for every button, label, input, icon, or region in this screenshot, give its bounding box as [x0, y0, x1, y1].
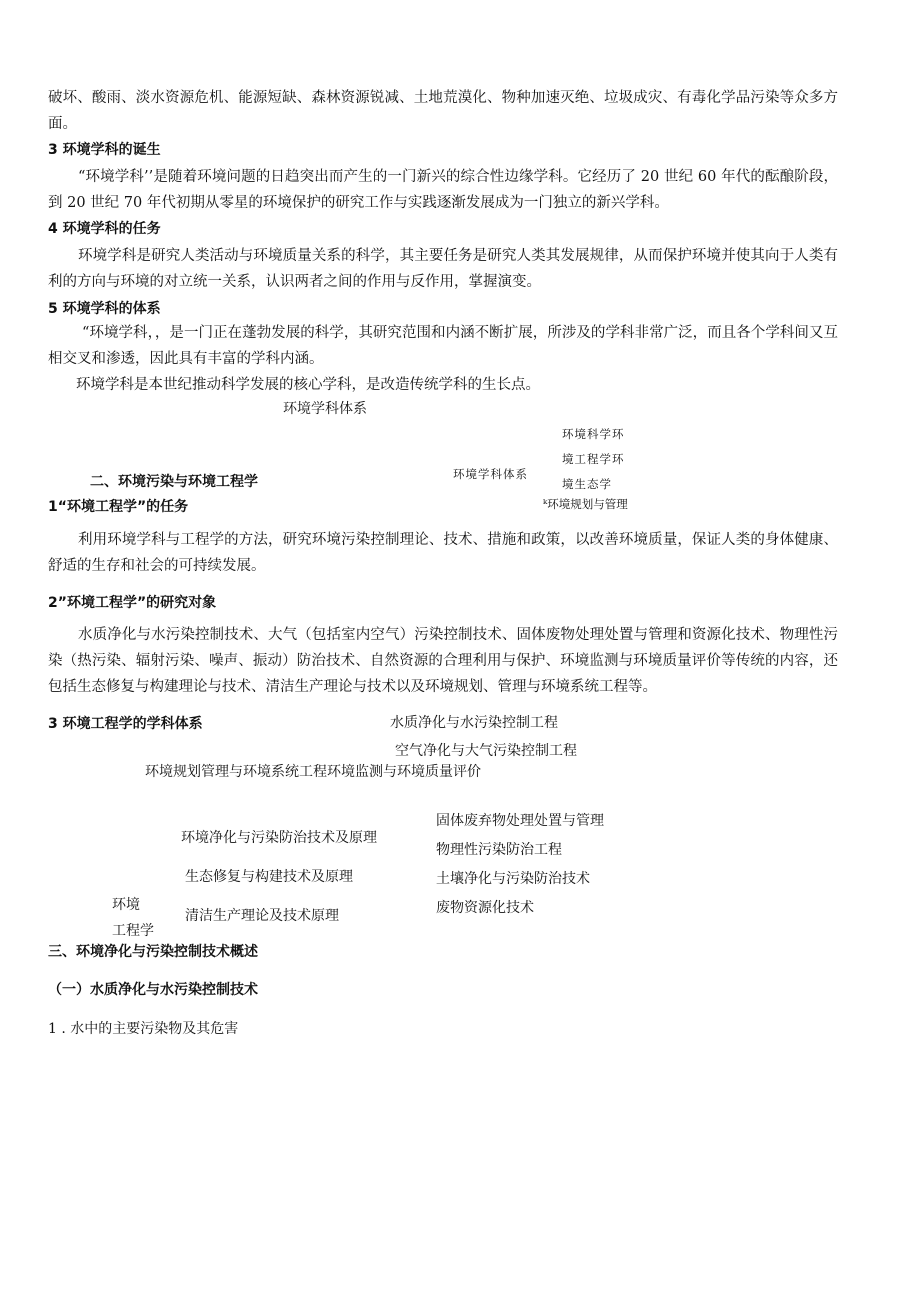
section3-subheading: （一）水质净化与水污染控制技术	[48, 982, 258, 998]
diagram-water: 水质净化与水污染控制工程	[390, 715, 558, 731]
diagram-clean-production: 清洁生产理论及技术原理	[185, 908, 339, 924]
paragraph-tasks: 环境学科是研究人类活动与环境质量关系的科学，其主要任务是研究人类其发展规律，从而保护环境并使其向于人类有利的方向与环境的对立统一关系，认识两者之间的作用与反作用，掌握演变。	[48, 248, 838, 290]
diagram-root-label: 环境学科体系	[453, 467, 528, 481]
diagram-solid-waste: 固体废弃物处理处置与管理	[436, 813, 604, 829]
section3-title: 三、环境净化与污染控制技术概述	[48, 944, 258, 960]
diagram-purification-principles: 环境净化与污染防治技术及原理	[181, 830, 377, 846]
section3-item-1: 1 . 水中的主要污染物及其危害	[48, 1021, 239, 1037]
paragraph-intro-continued: 破坏、酸雨、淡水资源危机、能源短缺、森林资源锐减、土地荒漠化、物种加速灭绝、垃圾成灾、有毒化学品污染等众多方面。	[48, 90, 838, 132]
diagram-eco-restoration: 生态修复与构建技术及原理	[185, 869, 353, 885]
system-title: 环境学科体系	[283, 401, 367, 417]
paragraph-system-b: 环境学科是本世纪推动科学发展的核心学科，是改造传统学科的生长点。	[76, 377, 540, 393]
diagram-physical: 物理性污染防治工程	[436, 842, 562, 858]
diagram-branch-2: 境工程学环	[562, 452, 625, 466]
heading-engineering-task: 1“环境工程学”的任务	[48, 499, 189, 515]
section2-title: 二、环境污染与环境工程学	[90, 474, 258, 490]
heading-engineering-system: 3 环境工程学的学科体系	[48, 716, 203, 732]
diagram-air: 空气净化与大气污染控制工程	[395, 743, 577, 759]
diagram-branch-4: ᵏ环境规划与管理	[543, 497, 628, 511]
heading-research-objects: 2”环境工程学”的研究对象	[48, 595, 217, 611]
paragraph-engineering-task: 利用环境学科与工程学的方法，研究环境污染控制理论、技术、措施和政策，以改善环境质量，保证人类的身体健康、舒适的生存和社会的可持续发展。	[48, 532, 838, 574]
heading-tasks: 4 环境学科的任务	[48, 221, 161, 237]
diagram-planning-monitoring: 环境规划管理与环境系统工程环境监测与环境质量评价	[145, 764, 481, 780]
diagram-branch-1: 环境科学环	[562, 427, 625, 441]
heading-birth-of-discipline: 3 环境学科的诞生	[48, 142, 161, 158]
diagram-root-line1: 环境	[112, 897, 140, 913]
diagram-branch-3: 境生态学	[562, 477, 612, 491]
heading-system: 5 环境学科的体系	[48, 301, 161, 317]
diagram-root-line2: 工程学	[112, 923, 154, 939]
diagram-waste-resource: 废物资源化技术	[436, 900, 534, 916]
paragraph-research-objects: 水质净化与水污染控制技术、大气（包括室内空气）污染控制技术、固体废物处理处置与管理和资源化技术、物理性污染（热污染、辐射污染、噪声、振动）防治技术、自然资源的合理利用与保护、环境监测与环境质量评价等传统的内容，还包括生态修复与构建理论与技术、清洁生产理论与技术以及环境规划、管理与环境系统工程等。	[48, 627, 838, 695]
paragraph-birth: “环境学科’’是随着环境问题的日趋突出而产生的一门新兴的综合性边缘学科。它经历了 20 世纪 60 年代的酝酿阶段，到 20 世纪 70 年代初期从零星的环境保护的研究工作与实践逐渐发展成为一门独立的新兴学科。	[48, 169, 838, 211]
diagram-soil: 土壤净化与污染防治技术	[436, 871, 590, 887]
paragraph-system-a: “环境学科，，是一门正在蓬勃发展的科学，其研究范围和内涵不断扩展，所涉及的学科非常广泛，而且各个学科间又互相交叉和渗透，因此具有丰富的学科内涵。	[48, 325, 838, 367]
